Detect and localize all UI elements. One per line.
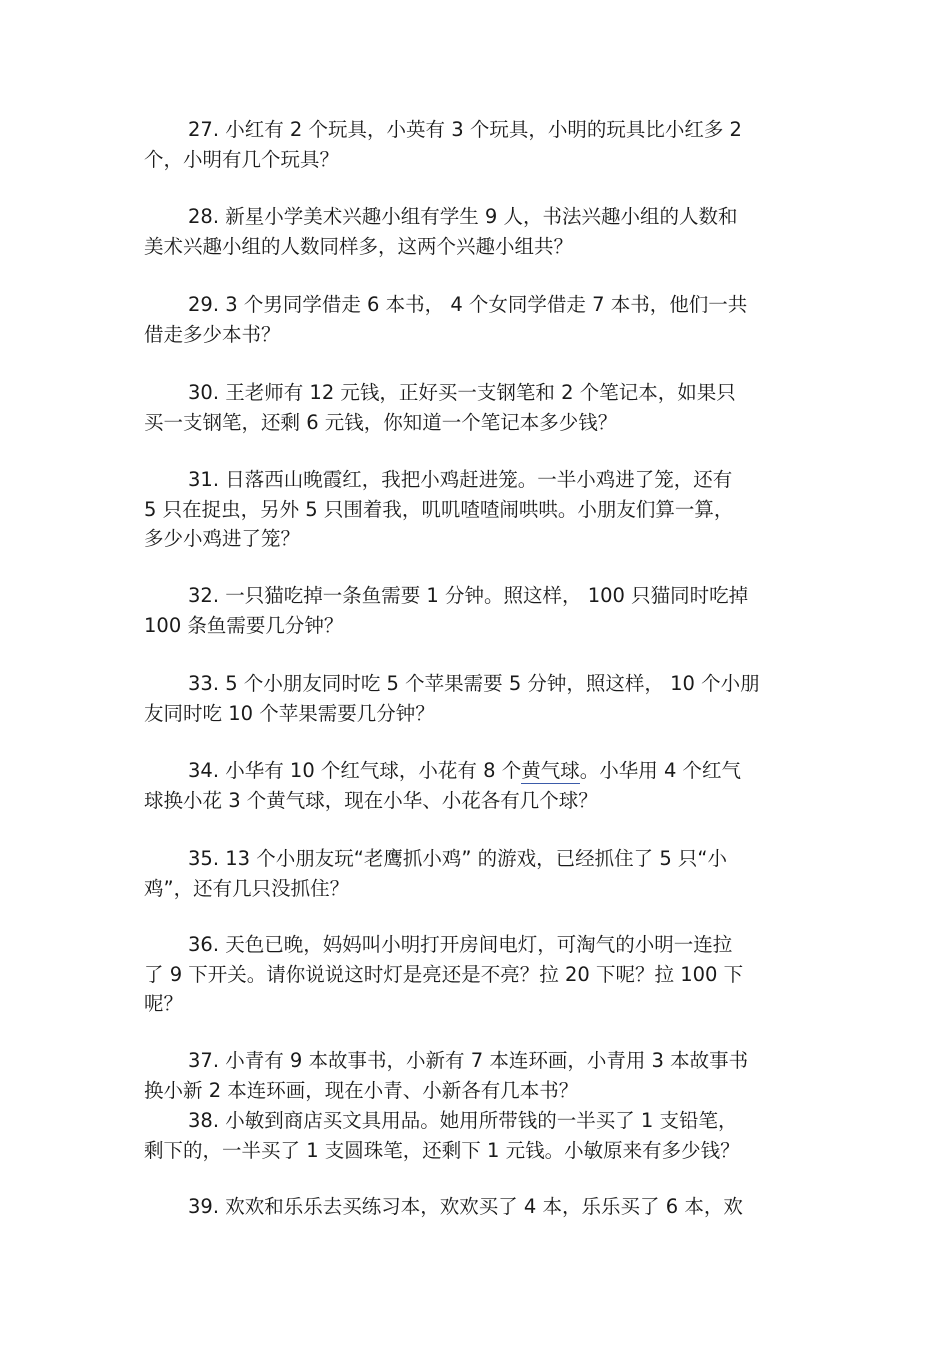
problem-line: 31. 日落西山晚霞红，我把小鸡赶进笼。一半小鸡进了笼，还有 [188,468,733,491]
problem-30 [144,378,812,437]
underlined-term: 黄气球 [521,759,580,782]
problem-36 [144,930,812,1019]
problem-line [144,756,812,786]
problem-29 [144,290,812,349]
problem-line: 剩下的，一半买了 1 支圆珠笔，还剩下 1 元钱。小敏原来有多少钱？ [144,1138,740,1162]
problem-line: 28. 新星小学美术兴趣小组有学生 9 人，书法兴趣小组的人数和 [188,205,738,228]
problem-line: 27. 小红有 2 个玩具，小英有 3 个玩具，小明的玩具比小红多 2 [188,118,742,141]
problem-39 [144,1192,812,1222]
problem-27 [144,115,812,174]
problem-line-start: 34. 小华有 10 个红气球，小花有 8 个 [188,759,522,782]
problem-line: 鸡”，还有几只没抓住？ [144,876,350,900]
problem-line: 100 条鱼需要几分钟？ [144,613,344,637]
problem-line: 39. 欢欢和乐乐去买练习本，欢欢买了 4 本，乐乐买了 6 本，欢 [188,1195,743,1218]
problem-line: 多少小鸡进了笼？ [144,527,301,550]
problem-28 [144,202,812,261]
problem-line: 了 9 下开关。请你说说这时灯是亮还是不亮？拉 20 下呢？拉 100 下 [144,962,744,986]
problem-line: 30. 王老师有 12 元钱，正好买一支钢笔和 2 个笔记本，如果只 [188,381,736,404]
problem-32 [144,581,812,640]
problem-line: 33. 5 个小朋友同时吃 5 个苹果需要 5 分钟，照这样， 10 个小朋 [188,672,760,695]
problem-line: 球换小花 3 个黄气球，现在小华、小花各有几个球？ [144,788,598,812]
problem-line: 呢？ [144,992,184,1015]
problem-line: 32. 一只猫吃掉一条鱼需要 1 分钟。照这样， 100 只猫同时吃掉 [188,584,749,607]
problem-line: 36. 天色已晚，妈妈叫小明打开房间电灯，可淘气的小明一连拉 [188,933,733,956]
problem-31 [144,465,812,554]
problem-line: 37. 小青有 9 本故事书，小新有 7 本连环画，小青用 3 本故事书 [188,1049,749,1072]
problem-line-end: 。小华用 4 个红气 [579,759,742,782]
problem-line: 29. 3 个男同学借走 6 本书， 4 个女同学借走 7 本书，他们一共 [188,293,748,316]
problem-line: 换小新 2 本连环画，现在小青、小新各有几本书？ [144,1078,579,1102]
problem-line: 35. 13 个小朋友玩“老鹰抓小鸡” 的游戏，已经抓住了 5 只“小 [188,847,728,870]
problem-line: 美术兴趣小组的人数同样多，这两个兴趣小组共？ [144,234,574,258]
problem-line: 38. 小敏到商店买文具用品。她用所带钱的一半买了 1 支铅笔， [188,1109,738,1132]
problem-33 [144,669,812,728]
problem-35 [144,844,812,903]
problem-line: 借走多少本书？ [144,322,281,346]
problem-34 [144,756,812,815]
problem-line: 个，小明有几个玩具？ [144,147,340,171]
problem-38 [144,1106,812,1165]
problem-line: 5 只在捉虫，另外 5 只围着我，叽叽喳喳闹哄哄。小朋友们算一算， [144,497,734,521]
problem-line: 买一支钢笔，还剩 6 元钱，你知道一个笔记本多少钱？ [144,410,618,434]
problem-line: 友同时吃 10 个苹果需要几分钟？ [144,701,435,725]
problem-37 [144,1046,812,1105]
